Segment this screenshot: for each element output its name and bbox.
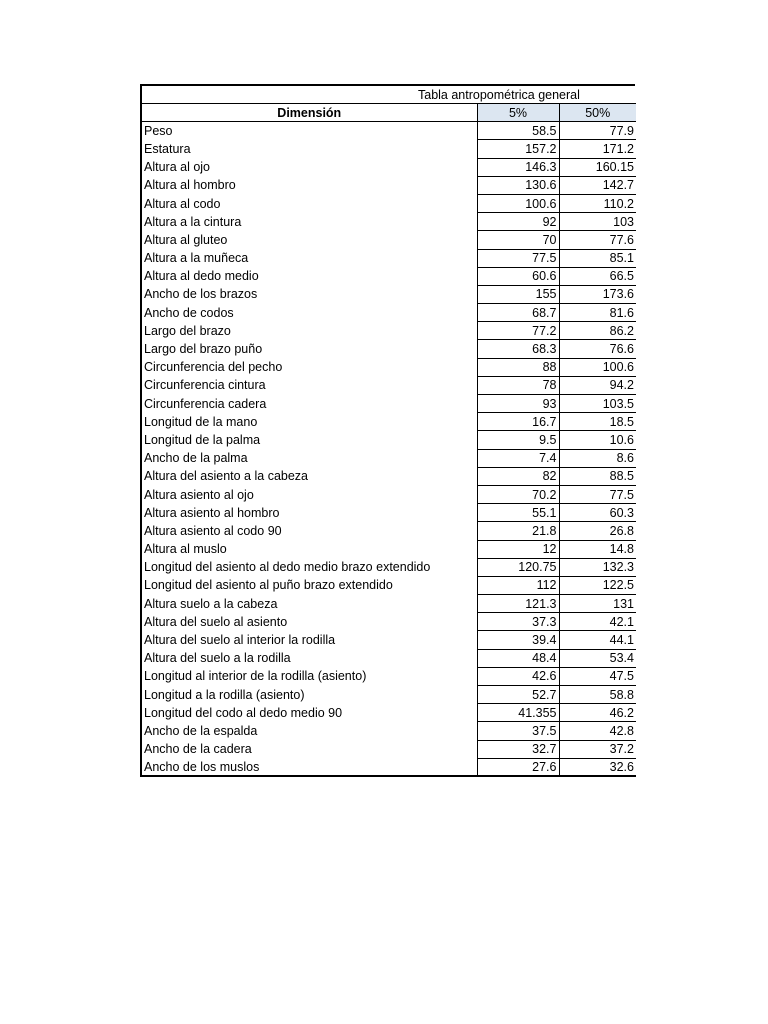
- cell-dimension: Altura del suelo al asiento: [141, 613, 477, 631]
- cell-percentile-5: 121.3: [477, 595, 559, 613]
- table-row: [141, 485, 636, 503]
- table-row: [141, 395, 636, 413]
- cell-percentile-50: 122.5: [559, 576, 636, 594]
- spreadsheet-table: [140, 84, 635, 777]
- cell-percentile-50: 142.7: [559, 176, 636, 194]
- cell-percentile-50: 131: [559, 595, 636, 613]
- table-row: [141, 576, 636, 594]
- cell-percentile-5: 70.2: [477, 485, 559, 503]
- table-row: [141, 704, 636, 722]
- cell-dimension: Peso: [141, 122, 477, 140]
- table-row: [141, 285, 636, 303]
- cell-percentile-50: 47.5: [559, 667, 636, 685]
- cell-dimension: Altura suelo a la cabeza: [141, 595, 477, 613]
- cell-percentile-5: 100.6: [477, 194, 559, 212]
- table-row: [141, 740, 636, 758]
- cell-percentile-5: 16.7: [477, 413, 559, 431]
- table-row: [141, 140, 636, 158]
- table-row: [141, 358, 636, 376]
- table-row: [141, 267, 636, 285]
- cell-dimension: Circunferencia cintura: [141, 376, 477, 394]
- header-percentile-5: 5%: [477, 104, 559, 122]
- table-row: [141, 376, 636, 394]
- table-row: [141, 158, 636, 176]
- cell-percentile-50: 85.1: [559, 249, 636, 267]
- cell-dimension: Altura a la cintura: [141, 213, 477, 231]
- cell-percentile-50: 77.9: [559, 122, 636, 140]
- cell-percentile-5: 21.8: [477, 522, 559, 540]
- table-row: [141, 558, 636, 576]
- cell-percentile-5: 39.4: [477, 631, 559, 649]
- table-row: [141, 540, 636, 558]
- cell-percentile-5: 155: [477, 285, 559, 303]
- cell-percentile-50: 58.8: [559, 686, 636, 704]
- table-row: [141, 613, 636, 631]
- cell-dimension: Ancho de la palma: [141, 449, 477, 467]
- table-row: [141, 467, 636, 485]
- cell-dimension: Altura al dedo medio: [141, 267, 477, 285]
- cell-dimension: Longitud a la rodilla (asiento): [141, 686, 477, 704]
- cell-percentile-50: 173.6: [559, 285, 636, 303]
- cell-percentile-50: 37.2: [559, 740, 636, 758]
- cell-percentile-50: 44.1: [559, 631, 636, 649]
- cell-dimension: Altura al muslo: [141, 540, 477, 558]
- cell-percentile-5: 52.7: [477, 686, 559, 704]
- cell-percentile-50: 76.6: [559, 340, 636, 358]
- table-row: [141, 413, 636, 431]
- cell-dimension: Longitud de la mano: [141, 413, 477, 431]
- table-row: [141, 449, 636, 467]
- cell-dimension: Altura a la muñeca: [141, 249, 477, 267]
- cell-percentile-5: 42.6: [477, 667, 559, 685]
- table-row: [141, 595, 636, 613]
- cell-percentile-50: 77.6: [559, 231, 636, 249]
- cell-dimension: Altura al gluteo: [141, 231, 477, 249]
- table-row: [141, 686, 636, 704]
- cell-percentile-50: 94.2: [559, 376, 636, 394]
- table-row: [141, 213, 636, 231]
- table-row: [141, 176, 636, 194]
- cell-percentile-5: 112: [477, 576, 559, 594]
- cell-dimension: Circunferencia del pecho: [141, 358, 477, 376]
- cell-percentile-5: 82: [477, 467, 559, 485]
- cell-dimension: Altura al hombro: [141, 176, 477, 194]
- cell-percentile-50: 42.8: [559, 722, 636, 740]
- cell-percentile-50: 132.3: [559, 558, 636, 576]
- cell-percentile-5: 37.5: [477, 722, 559, 740]
- table-row: [141, 722, 636, 740]
- cell-dimension: Longitud de la palma: [141, 431, 477, 449]
- table-row: [141, 322, 636, 340]
- cell-percentile-5: 88: [477, 358, 559, 376]
- table-row: [141, 194, 636, 212]
- cell-percentile-5: 32.7: [477, 740, 559, 758]
- cell-dimension: Altura del asiento a la cabeza: [141, 467, 477, 485]
- table-row: [141, 631, 636, 649]
- cell-percentile-5: 9.5: [477, 431, 559, 449]
- cell-percentile-5: 146.3: [477, 158, 559, 176]
- cell-percentile-5: 58.5: [477, 122, 559, 140]
- cell-percentile-5: 120.75: [477, 558, 559, 576]
- cell-dimension: Ancho de los muslos: [141, 758, 477, 776]
- cell-percentile-50: 26.8: [559, 522, 636, 540]
- cell-percentile-5: 68.3: [477, 340, 559, 358]
- cell-percentile-50: 171.2: [559, 140, 636, 158]
- cell-percentile-5: 78: [477, 376, 559, 394]
- header-dimension: Dimensión: [141, 104, 477, 122]
- cell-percentile-50: 86.2: [559, 322, 636, 340]
- table-body: [141, 122, 636, 777]
- table-row: [141, 758, 636, 776]
- anthropometric-table: [140, 103, 636, 777]
- table-row: [141, 431, 636, 449]
- table-row: [141, 667, 636, 685]
- table-title-row: [140, 84, 635, 103]
- cell-percentile-5: 27.6: [477, 758, 559, 776]
- cell-percentile-50: 60.3: [559, 504, 636, 522]
- cell-dimension: Circunferencia cadera: [141, 395, 477, 413]
- cell-percentile-5: 68.7: [477, 304, 559, 322]
- cell-dimension: Altura del suelo a la rodilla: [141, 649, 477, 667]
- header-percentile-50: 50%: [559, 104, 636, 122]
- table-row: [141, 122, 636, 140]
- cell-dimension: Longitud del asiento al puño brazo extendido: [141, 576, 477, 594]
- cell-percentile-50: 160.15: [559, 158, 636, 176]
- table-row: [141, 340, 636, 358]
- cell-percentile-50: 66.5: [559, 267, 636, 285]
- cell-percentile-5: 60.6: [477, 267, 559, 285]
- cell-percentile-5: 7.4: [477, 449, 559, 467]
- cell-dimension: Longitud del codo al dedo medio 90: [141, 704, 477, 722]
- table-row: [141, 304, 636, 322]
- cell-dimension: Ancho de la cadera: [141, 740, 477, 758]
- cell-percentile-50: 18.5: [559, 413, 636, 431]
- cell-percentile-5: 157.2: [477, 140, 559, 158]
- table-row: [141, 504, 636, 522]
- table-row: [141, 249, 636, 267]
- cell-percentile-5: 48.4: [477, 649, 559, 667]
- cell-percentile-50: 10.6: [559, 431, 636, 449]
- cell-dimension: Altura del suelo al interior la rodilla: [141, 631, 477, 649]
- cell-percentile-5: 77.2: [477, 322, 559, 340]
- cell-percentile-5: 93: [477, 395, 559, 413]
- cell-dimension: Altura asiento al ojo: [141, 485, 477, 503]
- cell-percentile-5: 12: [477, 540, 559, 558]
- cell-percentile-5: 37.3: [477, 613, 559, 631]
- cell-percentile-5: 70: [477, 231, 559, 249]
- cell-percentile-50: 100.6: [559, 358, 636, 376]
- cell-percentile-50: 110.2: [559, 194, 636, 212]
- cell-percentile-50: 81.6: [559, 304, 636, 322]
- cell-percentile-50: 77.5: [559, 485, 636, 503]
- header-row: [141, 104, 636, 122]
- cell-dimension: Altura asiento al hombro: [141, 504, 477, 522]
- cell-percentile-5: 92: [477, 213, 559, 231]
- table-title: Tabla antropométrica general: [418, 88, 580, 102]
- table-row: [141, 231, 636, 249]
- table-row: [141, 522, 636, 540]
- cell-percentile-50: 88.5: [559, 467, 636, 485]
- cell-percentile-50: 103: [559, 213, 636, 231]
- cell-dimension: Ancho de codos: [141, 304, 477, 322]
- cell-percentile-5: 41.355: [477, 704, 559, 722]
- cell-dimension: Longitud al interior de la rodilla (asiento): [141, 667, 477, 685]
- cell-dimension: Ancho de la espalda: [141, 722, 477, 740]
- cell-percentile-50: 53.4: [559, 649, 636, 667]
- cell-percentile-50: 103.5: [559, 395, 636, 413]
- cell-dimension: Estatura: [141, 140, 477, 158]
- cell-dimension: Ancho de los brazos: [141, 285, 477, 303]
- table-row: [141, 649, 636, 667]
- cell-dimension: Largo del brazo: [141, 322, 477, 340]
- cell-percentile-5: 130.6: [477, 176, 559, 194]
- cell-percentile-50: 8.6: [559, 449, 636, 467]
- cell-percentile-5: 55.1: [477, 504, 559, 522]
- cell-percentile-50: 42.1: [559, 613, 636, 631]
- cell-percentile-50: 32.6: [559, 758, 636, 776]
- cell-dimension: Altura al ojo: [141, 158, 477, 176]
- cell-percentile-50: 14.8: [559, 540, 636, 558]
- cell-percentile-50: 46.2: [559, 704, 636, 722]
- cell-dimension: Altura al codo: [141, 194, 477, 212]
- cell-percentile-5: 77.5: [477, 249, 559, 267]
- cell-dimension: Largo del brazo puño: [141, 340, 477, 358]
- cell-dimension: Longitud del asiento al dedo medio brazo extendido: [141, 558, 477, 576]
- cell-dimension: Altura asiento al codo 90: [141, 522, 477, 540]
